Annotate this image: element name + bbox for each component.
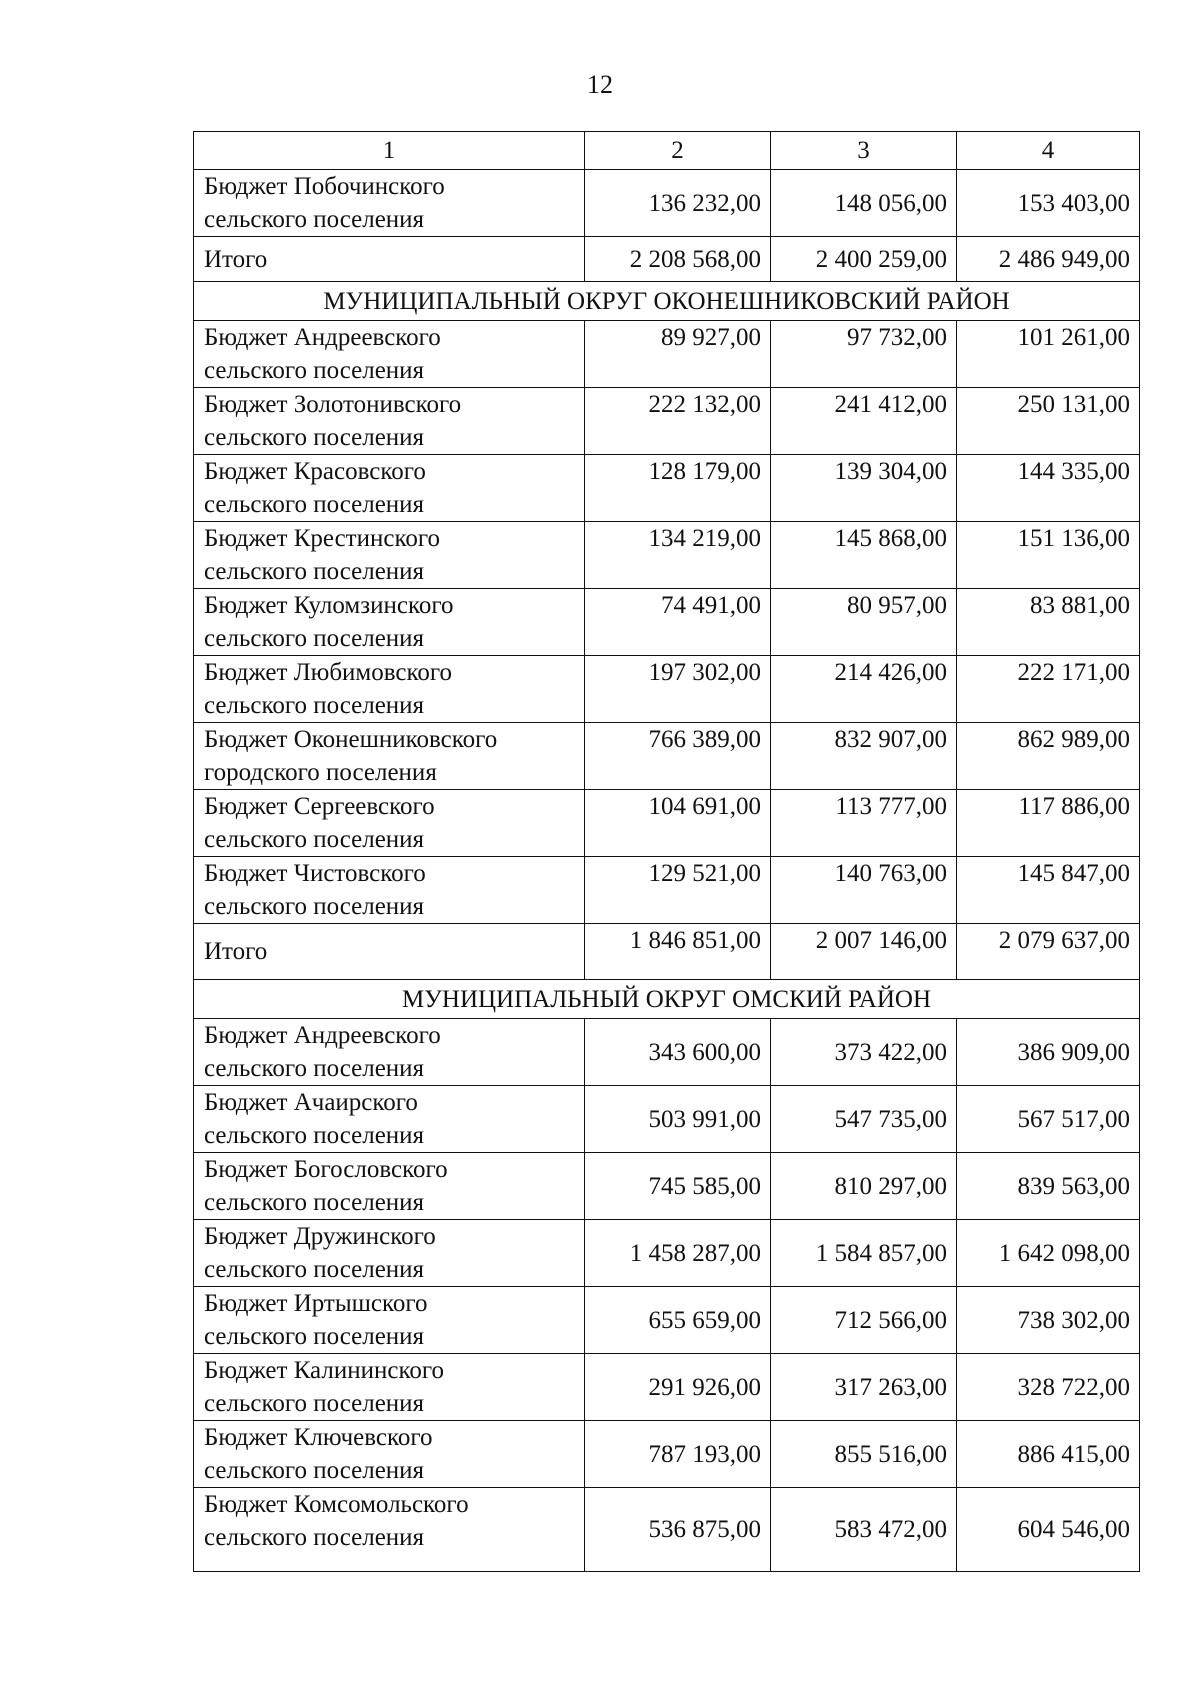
value-cell-col4: 862 989,00: [957, 723, 1140, 790]
total-row: [194, 924, 1140, 980]
column-header-3: 3: [771, 132, 957, 170]
row-label-line: сельского поселения: [204, 625, 425, 652]
section-title: МУНИЦИПАЛЬНЫЙ ОКРУГ ОКОНЕШНИКОВСКИЙ РАЙОН: [194, 282, 1140, 321]
value-cell-col3: 2 007 146,00: [771, 924, 957, 980]
row-label-line: Бюджет Иртышского: [204, 1290, 428, 1317]
row-label-line: сельского поселения: [204, 491, 425, 518]
row-label-line: сельского поселения: [204, 1189, 425, 1216]
value-cell-col2: 129 521,00: [585, 857, 771, 924]
value-cell-col4: 386 909,00: [957, 1019, 1140, 1086]
row-label-line: сельского поселения: [204, 1122, 425, 1149]
table-row: [194, 589, 1140, 656]
value-cell-col2: 536 875,00: [585, 1488, 771, 1572]
value-cell-col4: 839 563,00: [957, 1153, 1140, 1220]
value-cell-col2: 343 600,00: [585, 1019, 771, 1086]
value-cell-col4: 738 302,00: [957, 1287, 1140, 1354]
section-header-row: [194, 282, 1140, 321]
row-label: [194, 321, 585, 388]
row-label-line: городского поселения: [204, 759, 437, 786]
value-cell-col2: 134 219,00: [585, 522, 771, 589]
row-label: [194, 1019, 585, 1086]
table-row: [194, 857, 1140, 924]
value-cell-col3: 583 472,00: [771, 1488, 957, 1572]
value-cell-col2: 1 846 851,00: [585, 924, 771, 980]
value-cell-col2: 128 179,00: [585, 455, 771, 522]
value-cell-col4: 153 403,00: [957, 170, 1140, 237]
row-label-line: сельского поселения: [204, 893, 425, 920]
value-cell-col3: 97 732,00: [771, 321, 957, 388]
value-cell-col2: 745 585,00: [585, 1153, 771, 1220]
table-row: [194, 1354, 1140, 1421]
table-row: [194, 388, 1140, 455]
table-row: [194, 522, 1140, 589]
row-label-line: Бюджет Богословского: [204, 1156, 448, 1183]
row-label-line: сельского поселения: [204, 1055, 425, 1082]
value-cell-col4: 1 642 098,00: [957, 1220, 1140, 1287]
row-label-line: Бюджет Золотонивского: [204, 391, 462, 418]
row-label-line: Бюджет Сергеевского: [204, 793, 435, 820]
table-row: [194, 1421, 1140, 1488]
row-label-line: Бюджет Куломзинского: [204, 592, 454, 619]
value-cell-col4: 151 136,00: [957, 522, 1140, 589]
row-label-line: Бюджет Побочинского: [204, 173, 445, 200]
row-label-line: сельского поселения: [204, 357, 425, 384]
table-row: [194, 1086, 1140, 1153]
row-label: [194, 522, 585, 589]
value-cell-col3: 547 735,00: [771, 1086, 957, 1153]
value-cell-col4: 604 546,00: [957, 1488, 1140, 1572]
row-label: [194, 1421, 585, 1488]
row-label: [194, 723, 585, 790]
row-label: [194, 790, 585, 857]
table-row: [194, 790, 1140, 857]
budget-table: [193, 131, 1140, 1572]
row-label: [194, 1354, 585, 1421]
value-cell-col3: 145 868,00: [771, 522, 957, 589]
column-header-1: 1: [194, 132, 585, 170]
table-row: [194, 1488, 1140, 1572]
table-row: [194, 321, 1140, 388]
row-label: [194, 1153, 585, 1220]
row-label: [194, 924, 585, 980]
row-label-line: Бюджет Андреевского: [204, 1022, 441, 1049]
row-label-line: сельского поселения: [204, 424, 425, 451]
row-label: [194, 1086, 585, 1153]
row-label-line: Бюджет Ачаирского: [204, 1089, 418, 1116]
row-label-line: сельского поселения: [204, 1390, 425, 1417]
row-label-line: Бюджет Красовского: [204, 458, 426, 485]
section-header-row: [194, 980, 1140, 1019]
value-cell-col3: 317 263,00: [771, 1354, 957, 1421]
value-cell-col2: 503 991,00: [585, 1086, 771, 1153]
value-cell-col3: 855 516,00: [771, 1421, 957, 1488]
row-label-line: сельского поселения: [204, 558, 425, 585]
value-cell-col3: 148 056,00: [771, 170, 957, 237]
row-label: [194, 1287, 585, 1354]
value-cell-col2: 89 927,00: [585, 321, 771, 388]
value-cell-col3: 241 412,00: [771, 388, 957, 455]
column-header-4: 4: [957, 132, 1140, 170]
row-label-line: Бюджет Оконешниковского: [204, 726, 498, 753]
row-label: [194, 170, 585, 237]
value-cell-col3: 2 400 259,00: [771, 237, 957, 282]
section-title: МУНИЦИПАЛЬНЫЙ ОКРУГ ОМСКИЙ РАЙОН: [194, 980, 1140, 1019]
value-cell-col3: 214 426,00: [771, 656, 957, 723]
row-label-line: Бюджет Чистовского: [204, 860, 426, 887]
value-cell-col2: 291 926,00: [585, 1354, 771, 1421]
row-label-line: Бюджет Дружинского: [204, 1223, 436, 1250]
value-cell-col3: 1 584 857,00: [771, 1220, 957, 1287]
total-row: [194, 237, 1140, 282]
value-cell-col4: 250 131,00: [957, 388, 1140, 455]
value-cell-col2: 766 389,00: [585, 723, 771, 790]
value-cell-col2: 1 458 287,00: [585, 1220, 771, 1287]
value-cell-col2: 136 232,00: [585, 170, 771, 237]
table-row: [194, 1153, 1140, 1220]
row-label-line: Бюджет Любимовского: [204, 659, 453, 686]
value-cell-col2: 104 691,00: [585, 790, 771, 857]
value-cell-col4: 886 415,00: [957, 1421, 1140, 1488]
row-label-line: Бюджет Андреевского: [204, 324, 441, 351]
column-header-2: 2: [585, 132, 771, 170]
row-label-line: сельского поселения: [204, 1256, 425, 1283]
value-cell-col4: 117 886,00: [957, 790, 1140, 857]
page-number: 12: [587, 70, 613, 99]
value-cell-col3: 373 422,00: [771, 1019, 957, 1086]
row-label-line: Бюджет Калининского: [204, 1357, 444, 1384]
value-cell-col4: 328 722,00: [957, 1354, 1140, 1421]
value-cell-col4: 101 261,00: [957, 321, 1140, 388]
row-label-line: сельского поселения: [204, 692, 425, 719]
row-label-line: Итого: [204, 938, 268, 965]
value-cell-col2: 787 193,00: [585, 1421, 771, 1488]
row-label-line: Бюджет Комсомольского: [204, 1491, 469, 1518]
table-row: [194, 170, 1140, 237]
value-cell-col3: 140 763,00: [771, 857, 957, 924]
row-label-line: сельского поселения: [204, 826, 425, 853]
table-header-row: [194, 132, 1140, 170]
value-cell-col3: 832 907,00: [771, 723, 957, 790]
row-label-line: сельского поселения: [204, 206, 425, 233]
value-cell-col2: 74 491,00: [585, 589, 771, 656]
row-label: [194, 237, 585, 282]
row-label-line: сельского поселения: [204, 1524, 425, 1551]
row-label: [194, 656, 585, 723]
row-label-line: Бюджет Ключевского: [204, 1424, 433, 1451]
value-cell-col4: 2 079 637,00: [957, 924, 1140, 980]
table-row: [194, 723, 1140, 790]
table-row: [194, 656, 1140, 723]
table-row: [194, 1220, 1140, 1287]
row-label: [194, 388, 585, 455]
table-row: [194, 1287, 1140, 1354]
row-label-line: Итого: [204, 245, 268, 273]
table-row: [194, 1019, 1140, 1086]
value-cell-col4: 145 847,00: [957, 857, 1140, 924]
row-label-line: сельского поселения: [204, 1457, 425, 1484]
value-cell-col3: 712 566,00: [771, 1287, 957, 1354]
row-label-line: Бюджет Крестинского: [204, 525, 440, 552]
value-cell-col2: 655 659,00: [585, 1287, 771, 1354]
value-cell-col3: 810 297,00: [771, 1153, 957, 1220]
value-cell-col3: 139 304,00: [771, 455, 957, 522]
row-label: [194, 455, 585, 522]
value-cell-col3: 80 957,00: [771, 589, 957, 656]
value-cell-col3: 113 777,00: [771, 790, 957, 857]
value-cell-col4: 567 517,00: [957, 1086, 1140, 1153]
value-cell-col4: 222 171,00: [957, 656, 1140, 723]
value-cell-col4: 83 881,00: [957, 589, 1140, 656]
row-label: [194, 589, 585, 656]
value-cell-col2: 2 208 568,00: [585, 237, 771, 282]
row-label: [194, 857, 585, 924]
row-label: [194, 1220, 585, 1287]
row-label: [194, 1488, 585, 1572]
value-cell-col4: 2 486 949,00: [957, 237, 1140, 282]
value-cell-col2: 222 132,00: [585, 388, 771, 455]
value-cell-col2: 197 302,00: [585, 656, 771, 723]
table-row: [194, 455, 1140, 522]
row-label-line: сельского поселения: [204, 1323, 425, 1350]
value-cell-col4: 144 335,00: [957, 455, 1140, 522]
